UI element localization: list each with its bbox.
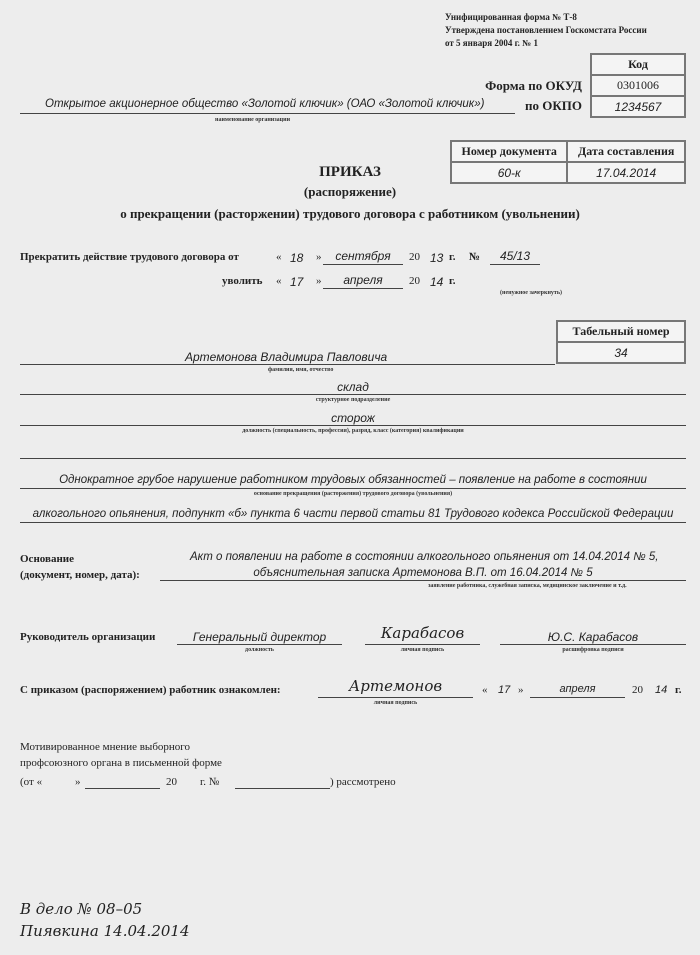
no: № (469, 251, 481, 263)
grounds-line2: алкогольного опьянения, подпункт «б» пункта 6 части первой статьи 81 Трудового кодекса Российской Федерации (32, 508, 674, 520)
g: г. (449, 251, 456, 263)
head-decode-caption: расшифровка подписи (562, 647, 624, 653)
title: ПРИКАЗ (319, 164, 381, 180)
file-sign: Пиявкина 14.04.2014 (20, 922, 190, 940)
codes-table (590, 53, 686, 118)
okud-label: Форма по ОКУД (485, 78, 582, 93)
head-signature: Карабасов (380, 624, 465, 642)
quote: » (316, 251, 322, 263)
head-sig-caption: личная подпись (400, 647, 445, 653)
g: г. (675, 684, 682, 696)
term-year: 13 (430, 251, 444, 265)
department: склад (337, 380, 369, 394)
form-name: Унифицированная форма № Т-8 (445, 12, 577, 22)
basis-label1: Основание (20, 553, 75, 565)
org-name: Открытое акционерное общество «Золотой ключик» (ОАО «Золотой ключик») (45, 98, 485, 110)
org-caption: наименование организации (215, 117, 291, 123)
ack-label: С приказом (распоряжением) работник ознакомлен: (20, 684, 281, 696)
strike-note: (ненужное зачеркнуть) (500, 290, 563, 296)
dept-caption: структурное подразделение (315, 397, 391, 403)
dismiss-month: апреля (343, 273, 383, 287)
tab-header: Табельный номер (557, 321, 685, 342)
y20: 20 (632, 684, 643, 696)
head-label: Руководитель организации (20, 631, 156, 643)
head-decode: Ю.С. Карабасов (547, 630, 639, 644)
okpo-label: по ОКПО (524, 98, 582, 113)
term-month: сентября (335, 249, 391, 263)
terminate-label: Прекратить действие трудового договора от (20, 251, 239, 263)
pos-caption: должность (специальность, профессия), разряд, класс (категория) квалификации (242, 428, 464, 434)
about: о прекращении (расторжении) трудового договора с работником (увольнении) (120, 206, 580, 221)
union-close-quote: » (75, 776, 81, 788)
quote: » (518, 684, 524, 696)
grounds-caption: основание прекращения (расторжения) трудового договора (увольнения) (253, 491, 453, 497)
employee-name: Артемонова Владимира Павловича (185, 350, 388, 364)
subtitle: (распоряжение) (303, 184, 397, 199)
union-20: 20 (166, 776, 177, 788)
y20: 20 (409, 251, 420, 263)
ack-year: 14 (655, 684, 668, 696)
contract-num: 45/13 (499, 249, 531, 263)
position: сторож (331, 411, 375, 425)
code-header: Код (591, 54, 685, 75)
doc-table (450, 140, 686, 184)
union-reviewed: ) рассмотрено (330, 776, 396, 788)
ack-signature: Артемонов (348, 677, 443, 695)
union-line2: профсоюзного органа в письменной форме (20, 757, 222, 769)
doc-num: 60-к (451, 162, 567, 183)
doc-num-header: Номер документа (451, 141, 567, 162)
union-g-no: г. № (200, 776, 220, 788)
org-line (20, 113, 515, 114)
y20: 20 (409, 275, 420, 287)
basis-caption: заявление работника, служебная записка, медицинское заключение и т.д. (428, 583, 627, 589)
ack-month: апреля (559, 683, 596, 695)
grounds-line1: Однократное грубое нарушение работником трудовых обязанностей – появление на работе в состоянии (59, 474, 647, 486)
head-pos-caption: должность (245, 647, 274, 653)
dismiss-label: уволить (222, 275, 263, 287)
head-position: Генеральный директор (192, 630, 327, 644)
doc-date-header: Дата составления (567, 141, 685, 162)
doc-date: 17.04.2014 (567, 162, 685, 183)
quote: « (276, 275, 282, 287)
approved-text: Утверждена постановлением Госкомстата России (445, 25, 647, 35)
dismiss-year: 14 (430, 275, 444, 289)
tab-table (556, 320, 686, 364)
basis-line2: объяснительная записка Артемонова В.П. от 16.04.2014 № 5 (253, 567, 593, 579)
quote: » (316, 275, 322, 287)
tab-number: 34 (557, 342, 685, 363)
okud-value: 0301006 (591, 75, 685, 96)
approved-date: от 5 января 2004 г. № 1 (445, 38, 538, 48)
quote: « (482, 684, 488, 696)
g: г. (449, 275, 456, 287)
union-open: (от « (20, 776, 43, 788)
basis-label2: (документ, номер, дата): (20, 569, 140, 581)
ack-day: 17 (498, 684, 511, 696)
file-note: В дело № 08–05 (20, 900, 143, 918)
name-caption: фамилия, имя, отчество (268, 367, 334, 373)
dismiss-day: 17 (290, 275, 304, 289)
quote: « (276, 251, 282, 263)
okpo-value: 1234567 (591, 96, 685, 117)
union-line1: Мотивированное мнение выборного (20, 741, 191, 753)
basis-line1: Акт о появлении на работе в состоянии алкогольного опьянения от 14.04.2014 № 5, (190, 551, 659, 563)
term-day: 18 (290, 251, 304, 265)
ack-sig-caption: личная подпись (373, 700, 418, 706)
